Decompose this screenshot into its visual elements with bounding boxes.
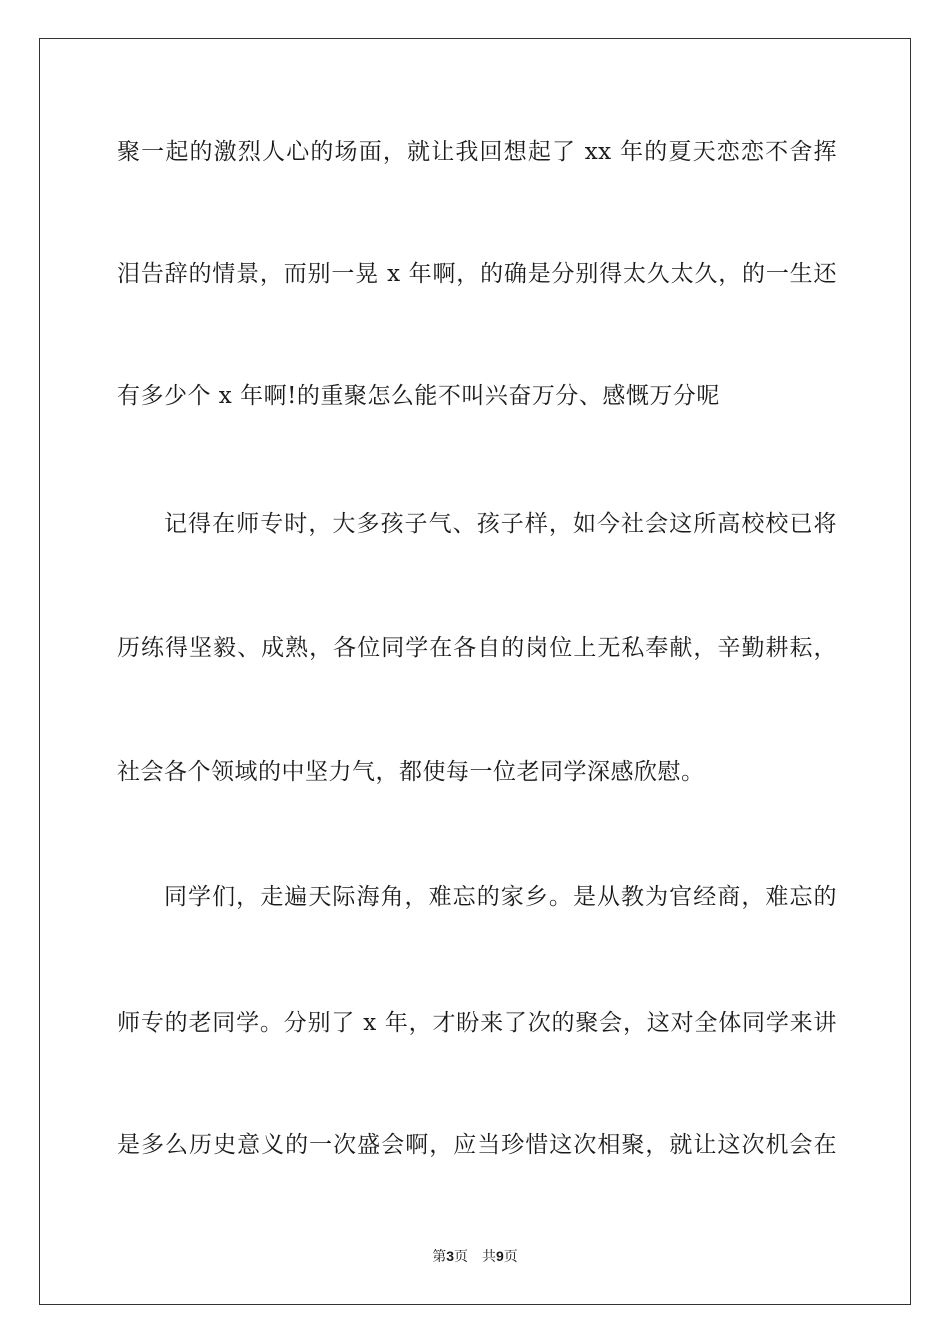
text-line-5: 历练得坚毅、成熟，各位同学在各自的岗位上无私奉献，辛勤耕耘， [117, 635, 837, 661]
page-number: 3 [446, 1248, 454, 1264]
text-line-1: 聚一起的激烈人心的场面，就让我回想起了 xx 年的夏天恋恋不舍挥 [117, 139, 837, 165]
text-line-6: 社会各个领域的中坚力气，都使每一位老同学深感欣慰。 [117, 759, 705, 785]
page-footer [0, 1246, 950, 1267]
page-border [39, 38, 911, 1305]
page-suffix: 页 [454, 1249, 468, 1265]
text-line-3: 有多少个 x 年啊!的重聚怎么能不叫兴奋万分、感慨万分呢 [117, 383, 720, 409]
text-line-8: 师专的老同学。分别了 x 年，才盼来了次的聚会，这对全体同学来讲 [117, 1010, 837, 1036]
total-suffix: 页 [503, 1249, 518, 1265]
text-line-2: 泪告辞的情景，而别一晃 x 年啊，的确是分别得太久太久，的一生还 [117, 261, 837, 287]
text-line-4: 记得在师专时，大多孩子气、孩子样，如今社会这所高校校已将 [164, 511, 837, 537]
total-prefix: 共 [482, 1249, 496, 1265]
page-prefix: 第 [432, 1249, 447, 1265]
text-line-9: 是多么历史意义的一次盛会啊，应当珍惜这次相聚，就让这次机会在 [117, 1132, 837, 1158]
text-line-7: 同学们，走遍天际海角，难忘的家乡。是从教为官经商，难忘的 [164, 884, 837, 910]
total-pages: 9 [496, 1248, 504, 1264]
